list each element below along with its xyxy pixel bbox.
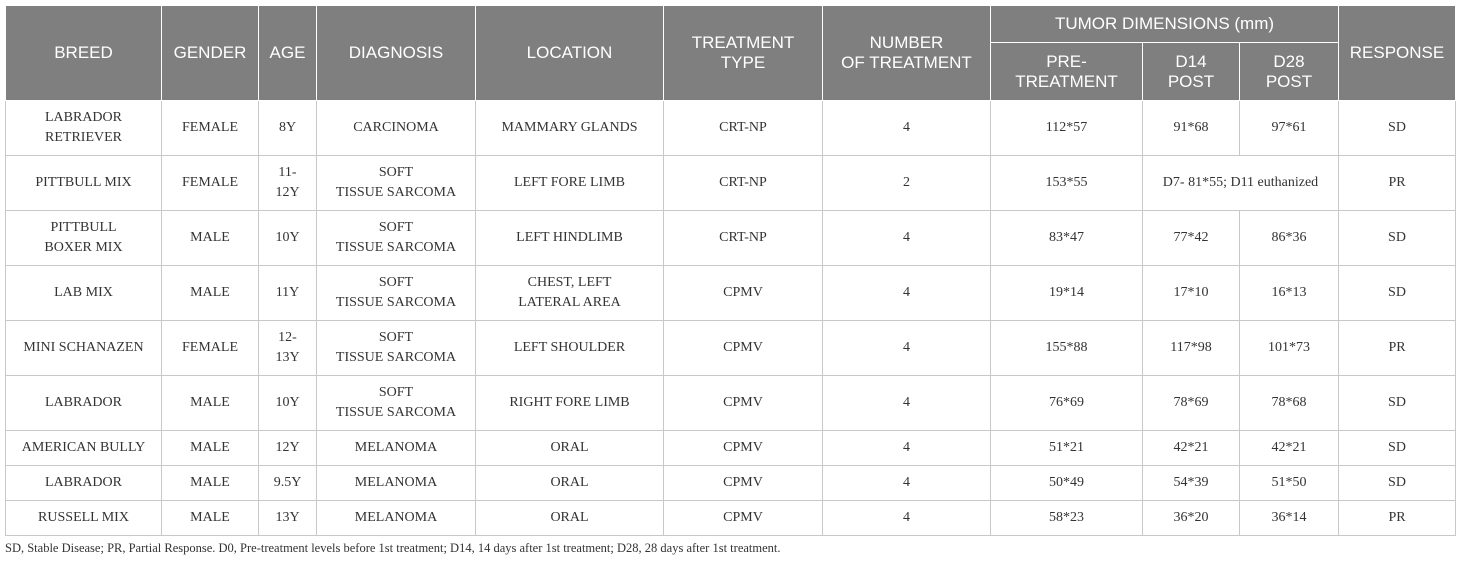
cell-location: LEFT FORE LIMB [476,156,664,211]
cell-d14-post: 117*98 [1143,321,1240,376]
cell-pre-treatment: 83*47 [991,211,1143,266]
cell-d14-post: 77*42 [1143,211,1240,266]
cell-treatment-type: CPMV [664,266,823,321]
cell-location: RIGHT FORE LIMB [476,376,664,431]
cell-pre-treatment: 76*69 [991,376,1143,431]
cell-number-of-treatment: 4 [823,431,991,466]
cell-response: SD [1339,266,1456,321]
cell-d14-post: 17*10 [1143,266,1240,321]
cell-pre-treatment: 58*23 [991,501,1143,536]
cell-d28-post: 42*21 [1240,431,1339,466]
cell-age: 10Y [259,376,317,431]
header-diagnosis: DIAGNOSIS [317,6,476,101]
cell-d28-post: 101*73 [1240,321,1339,376]
cell-gender: MALE [162,376,259,431]
cell-d14-post: 36*20 [1143,501,1240,536]
header-gender: GENDER [162,6,259,101]
cell-breed: LABRADOR [6,376,162,431]
cell-gender: MALE [162,501,259,536]
cell-d28-post: 51*50 [1240,466,1339,501]
cell-d28-post: 86*36 [1240,211,1339,266]
results-table-container [5,5,1455,536]
cell-diagnosis: CARCINOMA [317,101,476,156]
cell-location: LEFT SHOULDER [476,321,664,376]
cell-diagnosis: MELANOMA [317,466,476,501]
cell-treatment-type: CPMV [664,321,823,376]
cell-pre-treatment: 19*14 [991,266,1143,321]
cell-gender: FEMALE [162,321,259,376]
cell-breed: LABRADOR RETRIEVER [6,101,162,156]
cell-gender: MALE [162,266,259,321]
header-number-of-treatment: NUMBER OF TREATMENT [823,6,991,101]
cell-age: 11- 12Y [259,156,317,211]
cell-location: ORAL [476,501,664,536]
cell-age: 9.5Y [259,466,317,501]
cell-breed: MINI SCHANAZEN [6,321,162,376]
cell-treatment-type: CRT-NP [664,156,823,211]
cell-diagnosis: SOFT TISSUE SARCOMA [317,376,476,431]
cell-pre-treatment: 112*57 [991,101,1143,156]
cell-d28-post: 16*13 [1240,266,1339,321]
header-age: AGE [259,6,317,101]
table-row [6,211,1456,266]
table-row [6,321,1456,376]
table-row [6,501,1456,536]
cell-breed: PITTBULL MIX [6,156,162,211]
table-row [6,101,1456,156]
cell-treatment-type: CPMV [664,501,823,536]
cell-d14-post: 91*68 [1143,101,1240,156]
cell-location: MAMMARY GLANDS [476,101,664,156]
cell-age: 12Y [259,431,317,466]
cell-response: PR [1339,501,1456,536]
header-treatment-type: TREATMENT TYPE [664,6,823,101]
cell-gender: MALE [162,431,259,466]
header-tumor-dimensions: TUMOR DIMENSIONS (mm) [991,6,1339,43]
cell-number-of-treatment: 4 [823,501,991,536]
cell-response: PR [1339,321,1456,376]
cell-response: SD [1339,431,1456,466]
table-header [6,6,1456,101]
cell-gender: FEMALE [162,156,259,211]
cell-gender: MALE [162,211,259,266]
cell-treatment-type: CRT-NP [664,101,823,156]
header-d14-post: D14 POST [1143,43,1240,101]
cell-location: ORAL [476,466,664,501]
table-row [6,376,1456,431]
cell-d14-post: 42*21 [1143,431,1240,466]
cell-response: SD [1339,211,1456,266]
cell-d14-post: 78*69 [1143,376,1240,431]
cell-number-of-treatment: 4 [823,376,991,431]
cell-treatment-type: CPMV [664,466,823,501]
header-pre-treatment: PRE- TREATMENT [991,43,1143,101]
cell-diagnosis: SOFT TISSUE SARCOMA [317,156,476,211]
cell-diagnosis: SOFT TISSUE SARCOMA [317,211,476,266]
cell-location: ORAL [476,431,664,466]
cell-diagnosis: MELANOMA [317,431,476,466]
cell-treatment-type: CPMV [664,376,823,431]
cell-treatment-type: CRT-NP [664,211,823,266]
header-breed: BREED [6,6,162,101]
cell-post-treatment-note: D7- 81*55; D11 euthanized [1143,156,1339,211]
cell-number-of-treatment: 4 [823,266,991,321]
cell-breed: AMERICAN BULLY [6,431,162,466]
cell-age: 12- 13Y [259,321,317,376]
cell-age: 10Y [259,211,317,266]
cell-gender: MALE [162,466,259,501]
cell-diagnosis: MELANOMA [317,501,476,536]
cell-response: PR [1339,156,1456,211]
cell-d28-post: 36*14 [1240,501,1339,536]
cell-location: CHEST, LEFT LATERAL AREA [476,266,664,321]
table-footnote: SD, Stable Disease; PR, Partial Response. D0, Pre-treatment levels before 1st treatment; D14, 14 days after 1st treatment; D28, 28 days after 1st treatment. [5,541,781,555]
header-d28-post: D28 POST [1240,43,1339,101]
cell-d28-post: 97*61 [1240,101,1339,156]
cell-breed: PITTBULL BOXER MIX [6,211,162,266]
cell-treatment-type: CPMV [664,431,823,466]
cell-response: SD [1339,101,1456,156]
cell-diagnosis: SOFT TISSUE SARCOMA [317,321,476,376]
cell-response: SD [1339,376,1456,431]
cell-location: LEFT HINDLIMB [476,211,664,266]
cell-breed: LAB MIX [6,266,162,321]
cell-breed: LABRADOR [6,466,162,501]
cell-response: SD [1339,466,1456,501]
table-body [6,101,1456,536]
cell-gender: FEMALE [162,101,259,156]
cell-number-of-treatment: 4 [823,101,991,156]
cell-diagnosis: SOFT TISSUE SARCOMA [317,266,476,321]
cell-number-of-treatment: 4 [823,211,991,266]
treatment-results-table [5,5,1456,536]
table-row [6,431,1456,466]
cell-pre-treatment: 50*49 [991,466,1143,501]
cell-age: 11Y [259,266,317,321]
cell-pre-treatment: 155*88 [991,321,1143,376]
cell-number-of-treatment: 4 [823,466,991,501]
header-response: RESPONSE [1339,6,1456,101]
cell-pre-treatment: 51*21 [991,431,1143,466]
cell-number-of-treatment: 2 [823,156,991,211]
cell-age: 13Y [259,501,317,536]
cell-d14-post: 54*39 [1143,466,1240,501]
table-row [6,466,1456,501]
cell-number-of-treatment: 4 [823,321,991,376]
table-row [6,156,1456,211]
cell-age: 8Y [259,101,317,156]
cell-d28-post: 78*68 [1240,376,1339,431]
cell-breed: RUSSELL MIX [6,501,162,536]
cell-pre-treatment: 153*55 [991,156,1143,211]
header-location: LOCATION [476,6,664,101]
table-row [6,266,1456,321]
